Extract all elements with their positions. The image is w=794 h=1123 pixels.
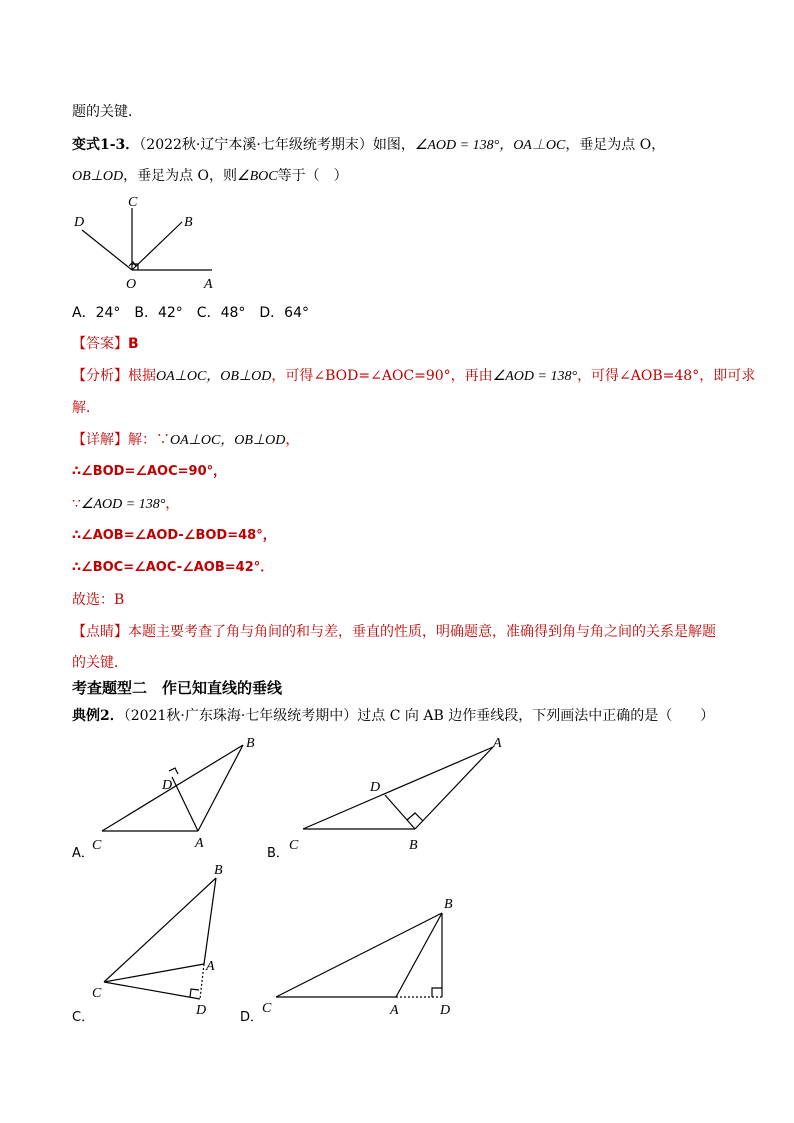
section-heading: 考查题型二 作已知直线的垂线 [72, 679, 283, 697]
example-line [72, 706, 714, 726]
example-source: （2021秋·广东珠海·七年级统考期中） [123, 708, 358, 724]
analysis-text: ，可得∠BOD=∠AOC=90°，再由 [271, 368, 493, 384]
math-expression: ∠BOC [237, 169, 278, 184]
point-label: C [262, 1001, 272, 1016]
point-label: A [390, 1003, 399, 1018]
answer-value: B [128, 336, 139, 352]
step-1: ∴∠BOD=∠AOC=90°， [72, 464, 227, 479]
analysis-line-2 [72, 398, 100, 418]
point-label: A [493, 736, 502, 751]
analysis-tag: 【分析】 [72, 368, 128, 384]
analysis-text: ，可得∠AOB=48°，即可求 [577, 368, 756, 384]
point-label: B [409, 838, 418, 853]
question-text: 如图， [372, 137, 415, 153]
section-title [72, 678, 282, 698]
point-label: B [214, 863, 223, 878]
option-b-label: B． [267, 846, 289, 861]
answer-line [72, 334, 139, 354]
math-expression: ∠AOD = 138°，OA⊥OC [414, 138, 566, 153]
math-expression: OA⊥OC，OB⊥OD [156, 369, 272, 384]
step-4: ∴∠BOC=∠AOC-∠AOB=42°． [72, 560, 274, 575]
analysis-text: 解． [72, 400, 100, 416]
question-line-2 [72, 166, 348, 187]
question-text: ，垂足为点 O，则 [123, 168, 238, 184]
text-line [72, 102, 142, 122]
detail-line [72, 430, 299, 451]
point-label: B [184, 215, 193, 230]
math-expression: OA⊥OC，OB⊥OD [170, 433, 286, 448]
point-label: C [128, 195, 138, 210]
example-label: 典例2． [72, 708, 124, 724]
step-line [72, 558, 273, 578]
point-label: D [196, 1003, 207, 1018]
detail-text: ， [285, 432, 300, 448]
continuation-text: 题的关键． [72, 104, 142, 120]
point-label: B [246, 736, 255, 751]
step-line [72, 494, 179, 515]
question-label: 变式1-3． [72, 137, 140, 153]
detail-tag: 【详解】 [72, 432, 128, 448]
comment-line-1 [72, 622, 716, 642]
question-text: ，垂足为点 O， [565, 137, 666, 153]
math-expression: ∠AOD = 138° [80, 497, 166, 512]
step-2-prefix: ∵ [72, 496, 81, 512]
point-label: O [126, 277, 137, 292]
point-label: A [206, 959, 215, 974]
detail-text: 解：∵ [128, 432, 170, 448]
option-c-label: C． [72, 1010, 95, 1025]
option-d-figure [258, 890, 468, 1020]
analysis-text: 根据 [128, 368, 156, 384]
step-3: ∴∠AOB=∠AOD-∠BOD=48°， [72, 528, 276, 543]
choices-line [72, 303, 309, 323]
step-2-suffix: ， [165, 496, 180, 512]
step-line [72, 462, 226, 482]
comment-tag: 【点睛】 [72, 624, 128, 640]
point-label: B [444, 897, 453, 912]
math-expression: OB⊥OD [72, 169, 124, 184]
comment-text: 的关键． [72, 655, 128, 671]
answer-tag: 【答案】 [72, 336, 128, 352]
point-label: D [162, 778, 173, 793]
point-label: C [289, 838, 299, 853]
analysis-line-1 [72, 366, 755, 387]
step-line [72, 526, 276, 546]
point-label: D [370, 780, 381, 795]
option-c-figure [90, 862, 240, 1022]
choices: A．24° B．42° C．48° D．64° [72, 305, 309, 321]
choose-line [72, 590, 124, 610]
comment-line-2 [72, 653, 128, 673]
example-text: 过点 C 向 AB 边作垂线段，下列画法中正确的是（ ） [357, 708, 715, 724]
angle-figure [70, 192, 230, 292]
question-source: （2022秋·辽宁本溪·七年级统考期末） [139, 137, 373, 153]
point-label: D [440, 1003, 451, 1018]
math-expression: ∠AOD = 138° [492, 369, 578, 384]
comment-text: 本题主要考查了角与角间的和与差，垂直的性质，明确题意，准确得到角与角之间的关系是解题 [128, 624, 716, 640]
option-d-label: D． [240, 1010, 264, 1025]
point-label: C [92, 838, 102, 853]
question-line-1 [72, 135, 665, 156]
option-a-label: A． [72, 846, 94, 861]
question-text: 等于（ ） [277, 168, 348, 184]
choose-text: 故选：B [72, 592, 125, 608]
point-label: C [92, 986, 102, 1001]
point-label: A [204, 277, 213, 292]
option-a-figure [88, 733, 268, 853]
option-b-figure [285, 733, 515, 853]
point-label: D [74, 215, 85, 230]
point-label: A [195, 836, 204, 851]
